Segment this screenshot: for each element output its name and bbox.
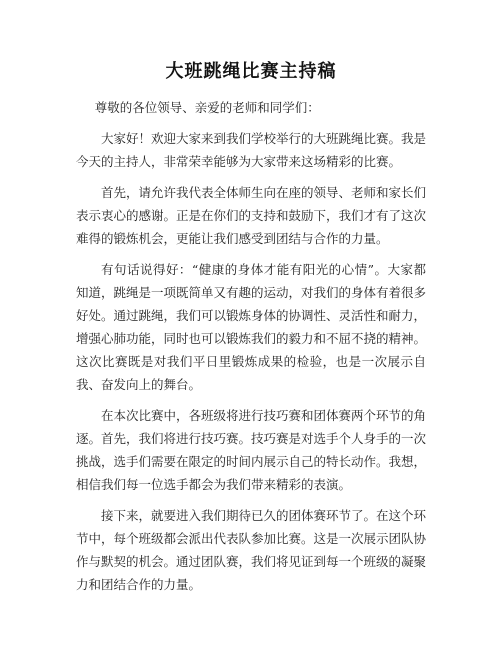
paragraph-team-round: 接下来，就要进入我们期待已久的团体赛环节了。在这个环节中，每个班级都会派出代表队参加比赛。这是一次展示团队协作与默契的机会。通过团队赛，我们将见证到每一个班级的凝聚力和团结合作的力量。 [76,508,427,592]
paragraph-thanks: 首先，请允许我代表全体师生向在座的领导、老师和家长们表示衷心的感谢。正是在你们的支持和鼓励下，我们才有了这次难得的锻炼机会，更能让我们感受到团结与合作的力量。 [76,185,427,246]
paragraph-skill-round: 在本次比赛中，各班级将进行技巧赛和团体赛两个环节的角逐。首先，我们将进行技巧赛。技巧赛是对选手个人身手的一次挑战，选手们需要在限定的时间内展示自己的特长动作。我想，相信我们每一位选手都会为我们带来精彩的表演。 [76,408,427,492]
greeting-line: 尊敬的各位领导、亲爱的老师和同学们： [94,100,320,115]
document-title: 大班跳绳比赛主持稿 [165,61,337,82]
paragraph-health: 有句话说得好：“健康的身体才能有阳光的心情”。大家都知道，跳绳是一项既简单又有趣的运动，对我们的身体有着很多好处。通过跳绳，我们可以锻炼身体的协调性、灵活性和耐力，增强心肺功能，同时也可以锻炼我们的毅力和不屈不挠的精神。这次比赛既是对我们平日里锻炼成果的检验，也是一次展示自我、奋发向上的舞台。 [76,262,427,392]
paragraph-welcome: 大家好！欢迎大家来到我们学校举行的大班跳绳比赛。我是今天的主持人，非常荣幸能够为大家带来这场精彩的比赛。 [76,131,427,169]
